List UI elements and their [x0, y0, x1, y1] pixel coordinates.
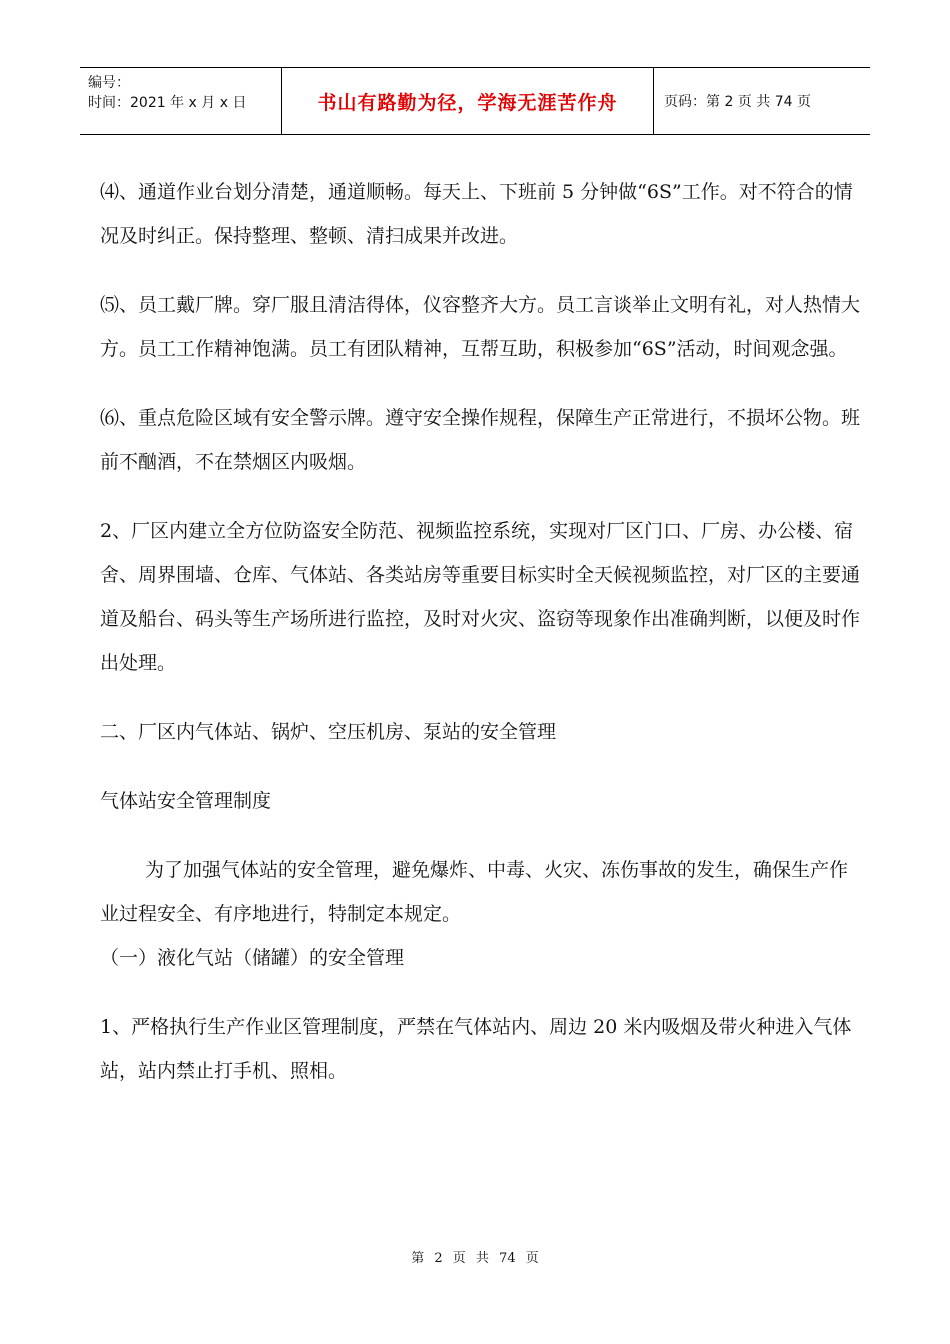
paragraph-purpose: 为了加强气体站的安全管理，避免爆炸、中毒、火灾、冻伤事故的发生，确保生产作业过程安全、有序地进行，特制定本规定。	[100, 859, 849, 925]
paragraph-aisle: ⑷、通道作业台划分清楚，通道顺畅。每天上、下班前 5 分钟做“6S”工作。对不符合的情况及时纠正。保持整理、整顿、清扫成果并改进。	[100, 181, 853, 247]
paragraph-rule-1: 1、严格执行生产作业区管理制度，严禁在气体站内、周边 20 米内吸烟及带火种进入气体站，站内禁止打手机、照相。	[100, 1016, 852, 1082]
header-meta	[80, 68, 282, 134]
paragraph-staff: ⑸、员工戴厂牌。穿厂服且清洁得体，仪容整齐大方。员工言谈举止文明有礼，对人热情大方。员工工作精神饱满。员工有团队精神，互帮互助，积极参加“6S”活动，时间观念强。	[100, 294, 861, 360]
paragraph-danger-zone: ⑹、重点危险区域有安全警示牌。遵守安全操作规程，保障生产正常进行，不损坏公物。班前不酗酒，不在禁烟区内吸烟。	[100, 407, 861, 473]
subsection-lpg-heading: （一）液化气站（储罐）的安全管理	[100, 947, 405, 969]
document-number-label: 编号：	[88, 75, 130, 91]
section-heading: 二、厂区内气体站、锅炉、空压机房、泵站的安全管理	[100, 721, 557, 743]
subsection-heading: 气体站安全管理制度	[100, 790, 272, 812]
header-page-info: 页码：第 2 页 共 74 页	[664, 94, 811, 110]
page-footer: 第 2 页 共 74 页	[411, 1251, 539, 1266]
document-date: 时间：2021 年 x 月 x 日	[88, 95, 247, 111]
page-header	[80, 67, 870, 135]
document-body	[100, 170, 860, 1093]
header-motto: 书山有路勤为径，学海无涯苦作舟	[282, 68, 654, 134]
paragraph-surveillance: 2、厂区内建立全方位防盗安全防范、视频监控系统，实现对厂区门口、厂房、办公楼、宿舍、周界围墙、仓库、气体站、各类站房等重要目标实时全天候视频监控，对厂区的主要通道及船台、码头等生产场所进行监控，及时对火灾、盗窃等现象作出准确判断，以便及时作出处理。	[100, 520, 861, 674]
